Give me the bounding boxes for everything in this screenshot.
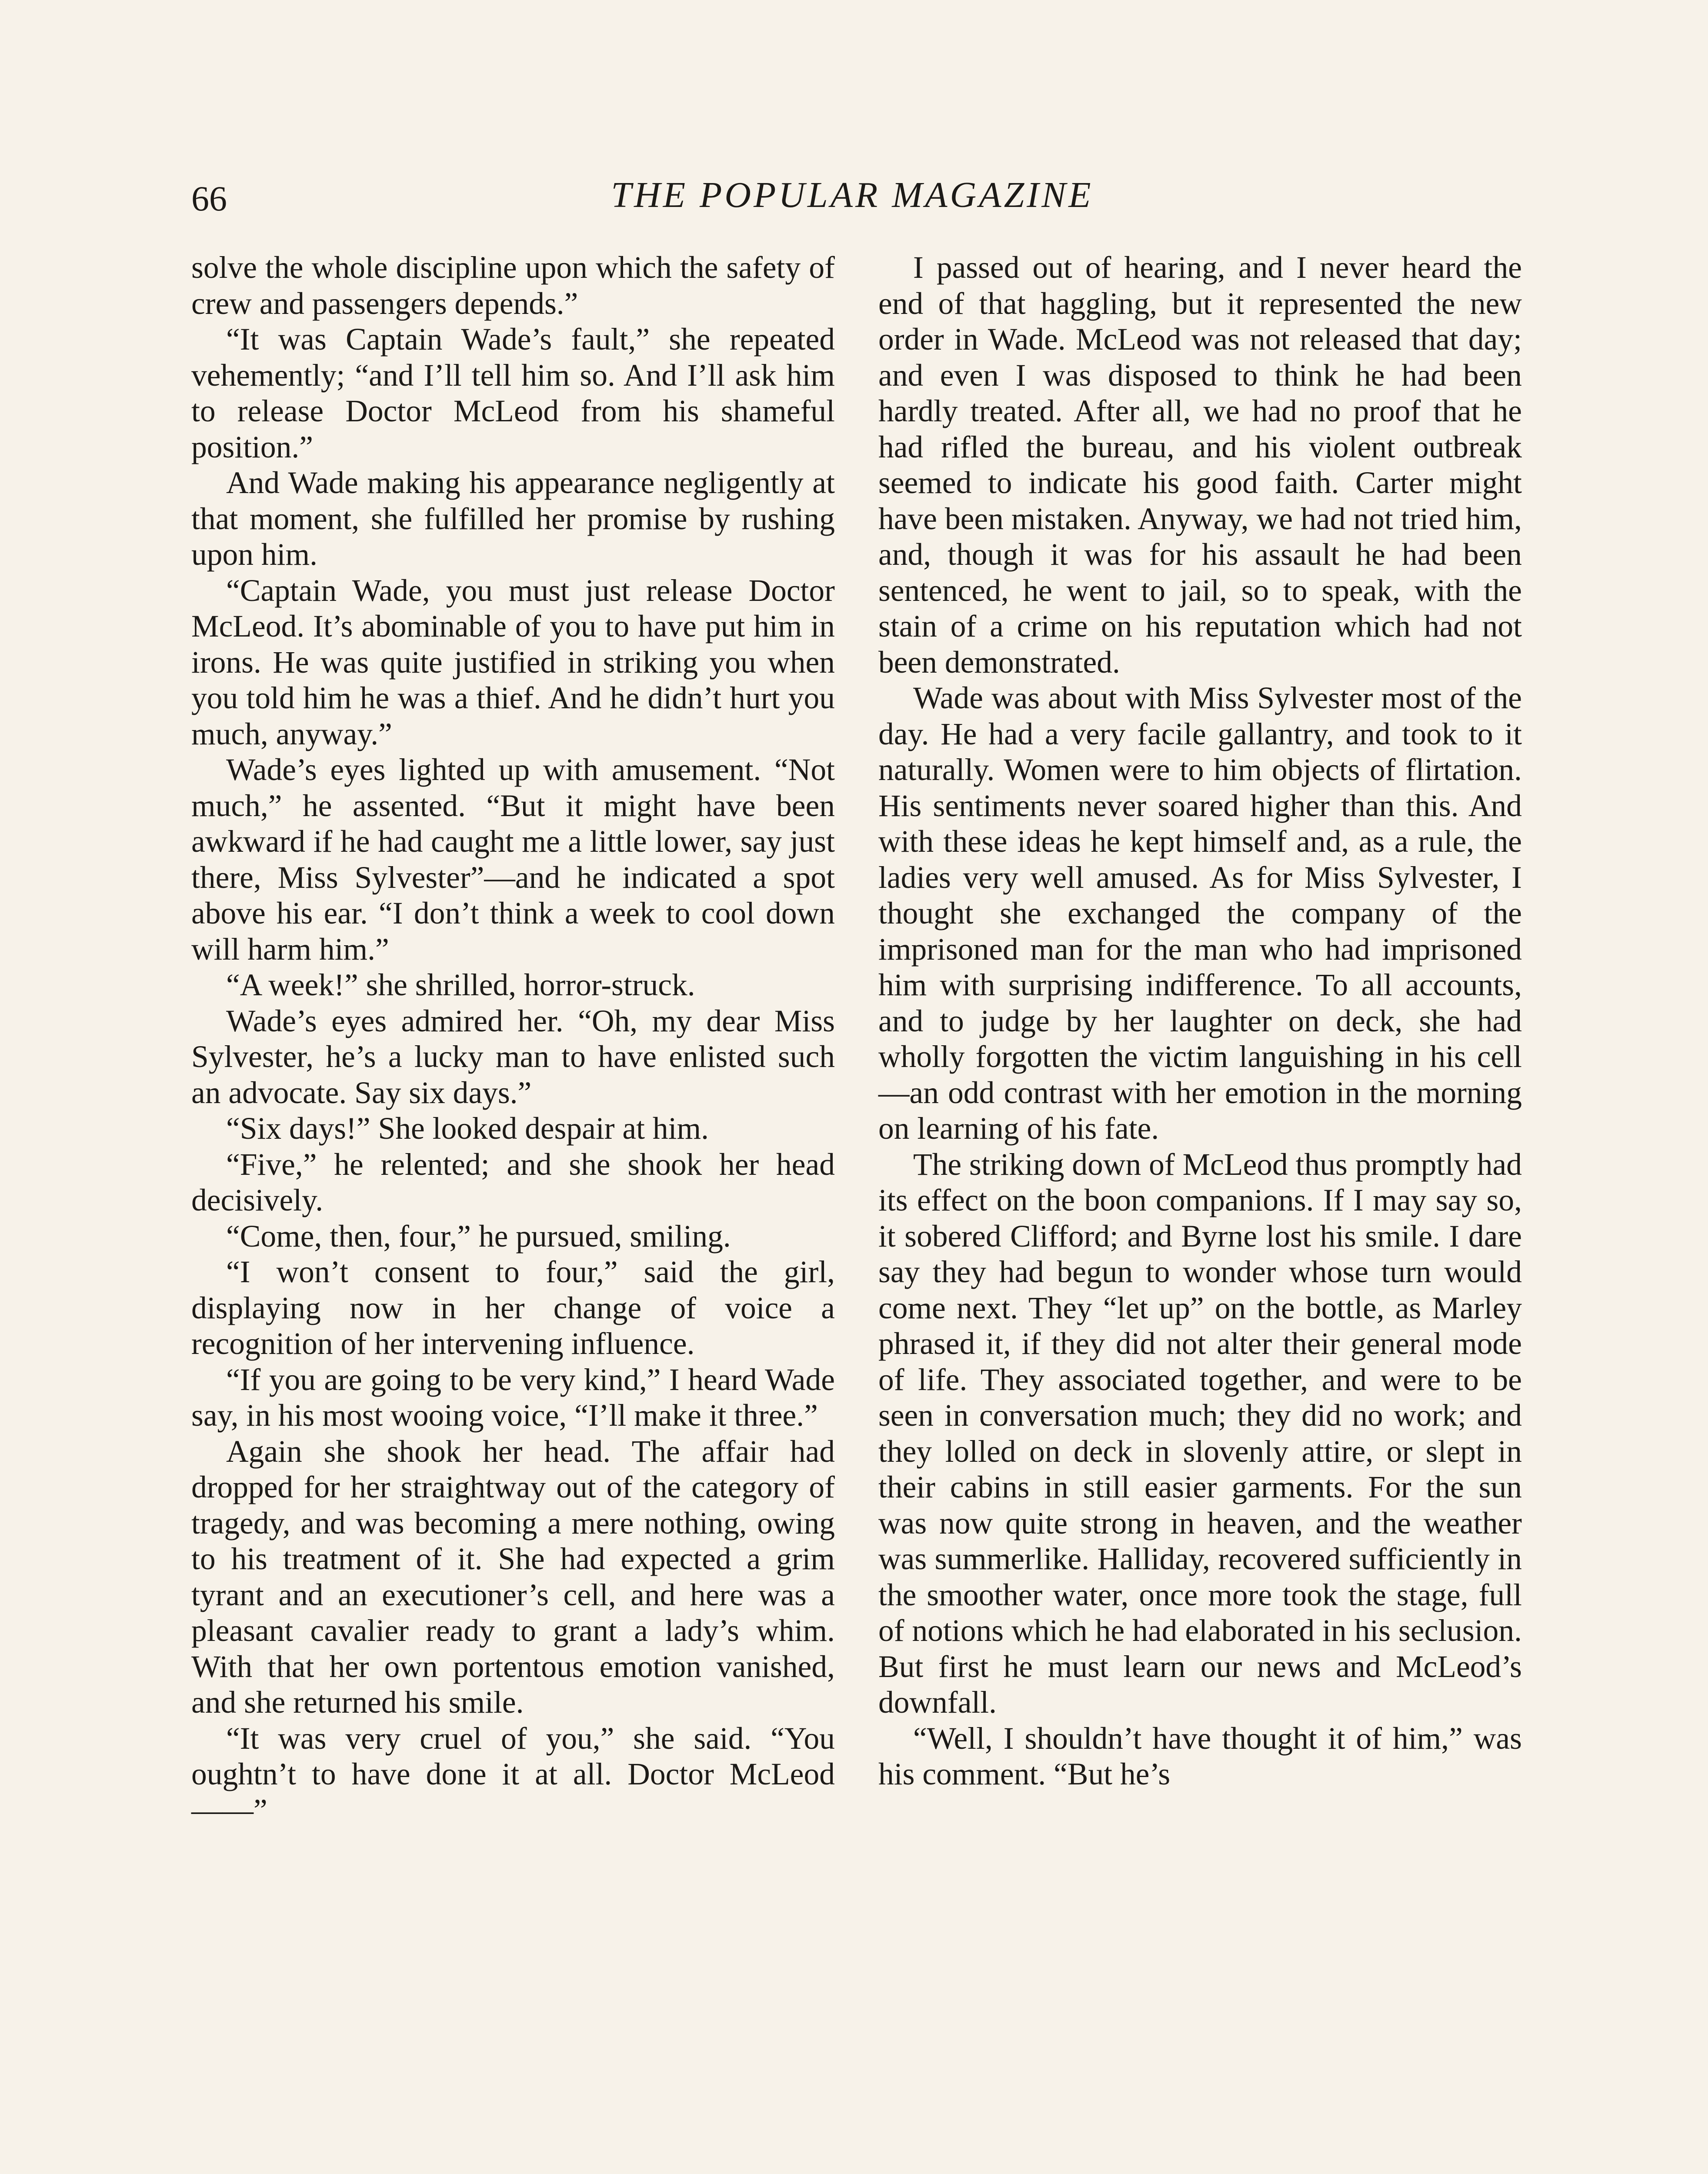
page-header — [191, 174, 1513, 226]
paragraph: The striking down of McLeod thus promptly had its effect on the boon companions. If I may say so, it sobered Clifford; and Byrne lost his smile. I dare say they had begun to wonder whose turn would come next. They “let up” on the bottle, as Marley phrased it, if they did not alter their general mode of life. They associated together, and were to be seen in conversation much; they did no work; and they lolled on deck in slovenly attire, or slept in their cabins in still easier garments. For the sun was now quite strong in heaven, and the weather was summerlike. Halliday, recovered sufficiently in the smoother water, once more took the stage, full of notions which he had elaborated in his seclusion. But first he must learn our news and McLeod’s downfall. — [878, 1147, 1522, 1720]
paragraph: “Come, then, four,” he pursued, smiling. — [226, 1219, 731, 1254]
paragraph: “Well, I shouldn’t have thought it of him,” was his comment. “But he’s — [878, 1721, 1522, 1791]
paragraph: “Five,” he relented; and she shook her head decisively. — [191, 1147, 835, 1217]
paragraph: “I won’t consent to four,” said the girl, displaying now in her change of voice a recognition of her intervening influence. — [191, 1255, 835, 1361]
paragraph: And Wade making his appearance negligently at that moment, she fulfilled her promise by rushing upon him. — [191, 466, 835, 572]
paragraph: solve the whole discipline upon which the safety of crew and passengers depends.” — [191, 250, 835, 321]
paragraph: I passed out of hearing, and I never heard the end of that haggling, but it represented the new order in Wade. McLeod was not released that day; and even I was disposed to think he had been hardly treated. After all, we had no proof that he had rifled the bureau, and his violent outbreak seemed to indicate his good faith. Carter might have been mistaken. Anyway, we had not tried him, and, though it was for his assault he had been sentenced, he went to jail, so to speak, with the stain of a crime on his reputation which had not been demonstrated. — [878, 250, 1522, 680]
page-number: 66 — [191, 179, 227, 218]
paragraph: “Captain Wade, you must just release Doctor McLeod. It’s abominable of you to have put him in irons. He was quite justified in striking you when you told him he was a thief. And he didn’t hurt you much, anyway.” — [191, 573, 835, 751]
paragraph: “It was Captain Wade’s fault,” she repeated vehemently; “and I’ll tell him so. And I’ll ask him to release Doctor McLeod from his shameful position.” — [191, 322, 835, 464]
text-column-left — [191, 250, 835, 1828]
paragraph: Wade was about with Miss Sylvester most of the day. He had a very facile gallantry, and took to it naturally. Women were to him objects of flirtation. His sentiments never soared higher than this. And with these ideas he kept himself and, as a rule, the ladies very well amused. As for Miss Sylvester, I thought she exchanged the company of the imprisoned man for the man who had imprisoned him with surprising indifference. To all accounts, and to judge by her laughter on deck, she had wholly forgotten the victim languishing in his cell—an odd contrast with her emotion in the morning on learning of his fate. — [878, 681, 1522, 1146]
paragraph: Wade’s eyes lighted up with amusement. “Not much,” he assented. “But it might have been awkward if he had caught me a little lower, say just there, Miss Sylvester”—and he indicated a spot above his ear. “I don’t think a week to cool down will harm him.” — [191, 753, 835, 967]
paragraph: “A week!” she shrilled, horror-struck. — [226, 968, 695, 1002]
text-column-right — [878, 250, 1522, 1793]
paragraph: Again she shook her head. The affair had dropped for her straightway out of the category of tragedy, and was becoming a mere nothing, owing to his treatment of it. She had expected a grim tyrant and an executioner’s cell, and here was a pleasant cavalier ready to grant a lady’s whim. With that her own portentous emotion vanished, and she returned his smile. — [191, 1434, 835, 1720]
paragraph: Wade’s eyes admired her. “Oh, my dear Miss Sylvester, he’s a lucky man to have enlisted such an advocate. Say six days.” — [191, 1004, 835, 1110]
paragraph: “Six days!” She looked despair at him. — [226, 1111, 709, 1146]
paragraph: “If you are going to be very kind,” I heard Wade say, in his most wooing voice, “I’ll make it three.” — [191, 1362, 835, 1433]
paragraph: “It was very cruel of you,” she said. “You oughtn’t to have done it at all. Doctor McLeod——” — [191, 1721, 835, 1827]
magazine-title: THE POPULAR MAGAZINE — [611, 175, 1094, 215]
